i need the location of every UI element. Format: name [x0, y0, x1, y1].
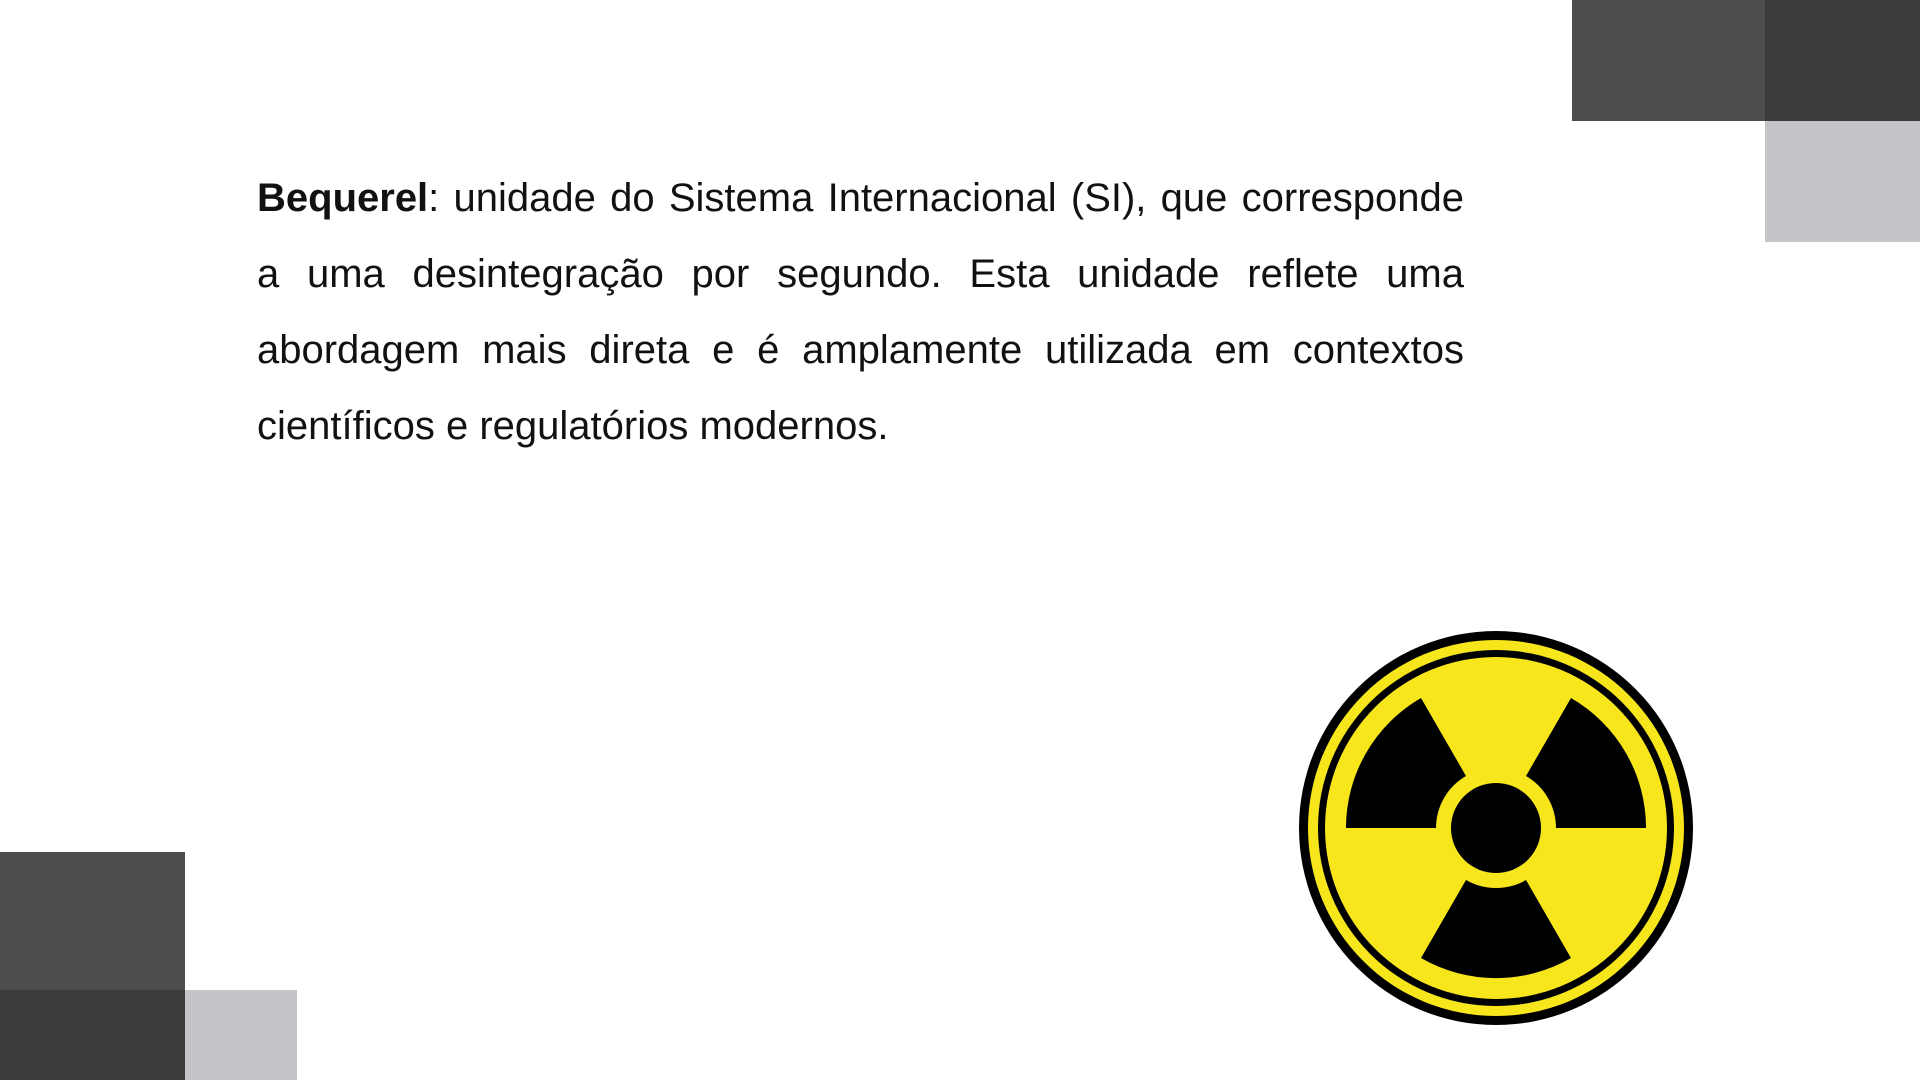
top-right-light-gray-block [1765, 121, 1920, 242]
definition-paragraph [257, 160, 1464, 464]
bottom-left-light-gray-block [185, 990, 297, 1080]
radiation-trefoil-icon [1296, 628, 1696, 1028]
term-label: Bequerel [257, 176, 429, 220]
top-right-dark-gray-block [1765, 0, 1920, 121]
definition-text: unidade do Sistema Internacional (SI), que corresponde a uma desintegração por segundo. Esta unidade reflete uma abordagem mais direta e é amplamente utilizada em contextos científicos e regulatórios modernos. [257, 176, 1464, 448]
top-right-mid-gray-block [1572, 0, 1765, 121]
symbol-center-dot [1451, 783, 1541, 873]
bottom-left-mid-gray-block [0, 852, 185, 990]
term-separator: : [428, 176, 440, 220]
bottom-left-dark-gray-block [0, 990, 185, 1080]
